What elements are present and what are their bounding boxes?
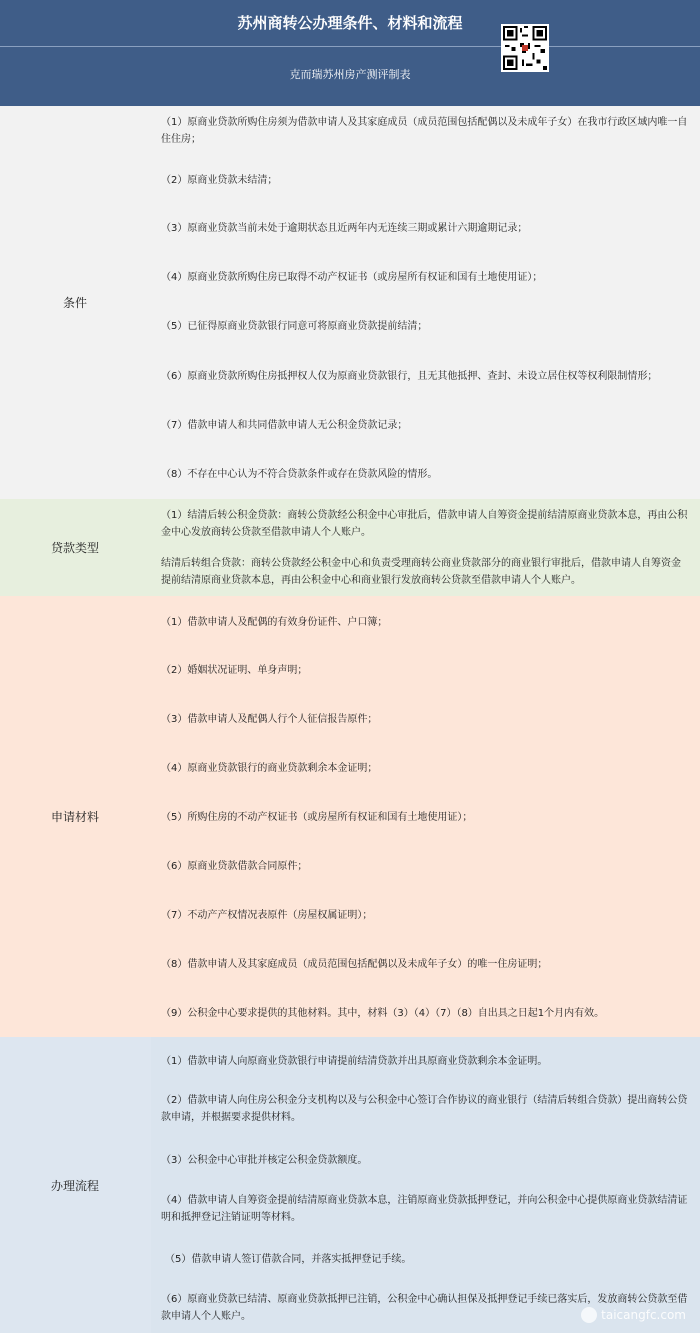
section-content bbox=[151, 596, 700, 1037]
list-item: （9）公积金中心要求提供的其他材料。其中，材料（3）（4）（7）（8）自出具之日起1个月内有效。 bbox=[161, 1008, 605, 1019]
header bbox=[0, 0, 700, 106]
section-conditions bbox=[0, 106, 700, 499]
page-subtitle: 克而瑞苏州房产测评制表 bbox=[289, 68, 411, 81]
list-item: （5）所购住房的不动产权证书（或房屋所有权证和国有土地使用证）； bbox=[161, 812, 473, 823]
section-content bbox=[151, 499, 700, 596]
section-content bbox=[151, 106, 700, 499]
list-item: （1）借款申请人及配偶的有效身份证件、户口簿； bbox=[161, 617, 388, 628]
list-item: （7）不动产产权情况表原件（房屋权属证明）； bbox=[161, 910, 373, 921]
section-label: 申请材料 bbox=[50, 810, 99, 824]
list-item: （2）婚姻状况证明、单身声明； bbox=[161, 665, 308, 676]
list-item: 结清后转组合贷款：商转公贷款经公积金中心和负责受理商转公商业贷款部分的商业银行审批后，借款申请人自筹资金提前结清原商业贷款本息，再由公积金中心和商业银行发放商转公贷款至借款申请人个人账户。 bbox=[161, 558, 681, 586]
list-item: （2）借款申请人向住房公积金分支机构以及与公积金中心签订合作协议的商业银行（结清后转组合贷款）提出商转公贷款申请，并根据要求提供材料。 bbox=[161, 1095, 688, 1123]
watermark-text: taicangfc.com bbox=[601, 1308, 686, 1322]
list-item: （8）借款申请人及其家庭成员（成员范围包括配偶以及未成年子女）的唯一住房证明； bbox=[161, 959, 548, 970]
list-item: （4）借款申请人自筹资金提前结清原商业贷款本息，注销原商业贷款抵押登记，并向公积金中心提供原商业贷款结清证明和抵押登记注销证明等材料。 bbox=[161, 1195, 688, 1223]
section-label: 条件 bbox=[62, 296, 87, 310]
logo-icon bbox=[581, 1307, 597, 1323]
list-item: （5）已征得原商业贷款银行同意可将原商业贷款提前结清； bbox=[161, 321, 428, 332]
list-item: （3）借款申请人及配偶人行个人征信报告原件； bbox=[161, 714, 378, 725]
list-item: （1）原商业贷款所购住房须为借款申请人及其家庭成员（成员范围包括配偶以及未成年子女）在我市行政区域内唯一自住住房； bbox=[161, 117, 688, 145]
section-label: 办理流程 bbox=[50, 1178, 99, 1193]
header-title-bar bbox=[0, 0, 700, 47]
list-item: （1）结清后转公积金贷款：商转公贷款经公积金中心审批后，借款申请人自筹资金提前结清原商业贷款本息，再由公积金中心发放商转公贷款至借款申请人个人账户。 bbox=[161, 510, 688, 538]
list-item: （3）原商业贷款当前未处于逾期状态且近两年内无连续三期或累计六期逾期记录； bbox=[161, 223, 528, 234]
page-title: 苏州商转公办理条件、材料和流程 bbox=[237, 14, 463, 32]
list-item: （3）公积金中心审批并核定公积金贷款额度。 bbox=[161, 1155, 368, 1166]
section-process bbox=[0, 1037, 700, 1333]
list-item: （6）原商业贷款借款合同原件； bbox=[161, 861, 308, 872]
section-content bbox=[151, 1037, 700, 1333]
qr-code-icon bbox=[501, 24, 549, 72]
list-item: （1）借款申请人向原商业贷款银行申请提前结清贷款并出具原商业贷款剩余本金证明。 bbox=[161, 1056, 548, 1067]
list-item: （4）原商业贷款所购住房已取得不动产权证书（或房屋所有权证和国有土地使用证）； bbox=[161, 272, 543, 283]
list-item: （8）不存在中心认为不符合贷款条件或存在贷款风险的情形。 bbox=[161, 469, 438, 480]
section-materials bbox=[0, 596, 700, 1037]
list-item: （5）借款申请人签订借款合同，并落实抵押登记手续。 bbox=[165, 1254, 412, 1265]
list-item: （7）借款申请人和共同借款申请人无公积金贷款记录； bbox=[161, 420, 408, 431]
section-label: 贷款类型 bbox=[50, 541, 99, 555]
watermark bbox=[581, 1307, 686, 1323]
list-item: （4）原商业贷款银行的商业贷款剩余本金证明； bbox=[161, 763, 378, 774]
section-loan-types bbox=[0, 499, 700, 596]
list-item: （6）原商业贷款所购住房抵押权人仅为原商业贷款银行，且无其他抵押、查封、未设立居住权等权利限制情形； bbox=[161, 371, 658, 382]
list-item: （6）原商业贷款已结清、原商业贷款抵押已注销，公积金中心确认担保及抵押登记手续已落实后，发放商转公贷款至借款申请人个人账户。 bbox=[161, 1294, 688, 1322]
list-item: （2）原商业贷款未结清； bbox=[161, 175, 278, 186]
